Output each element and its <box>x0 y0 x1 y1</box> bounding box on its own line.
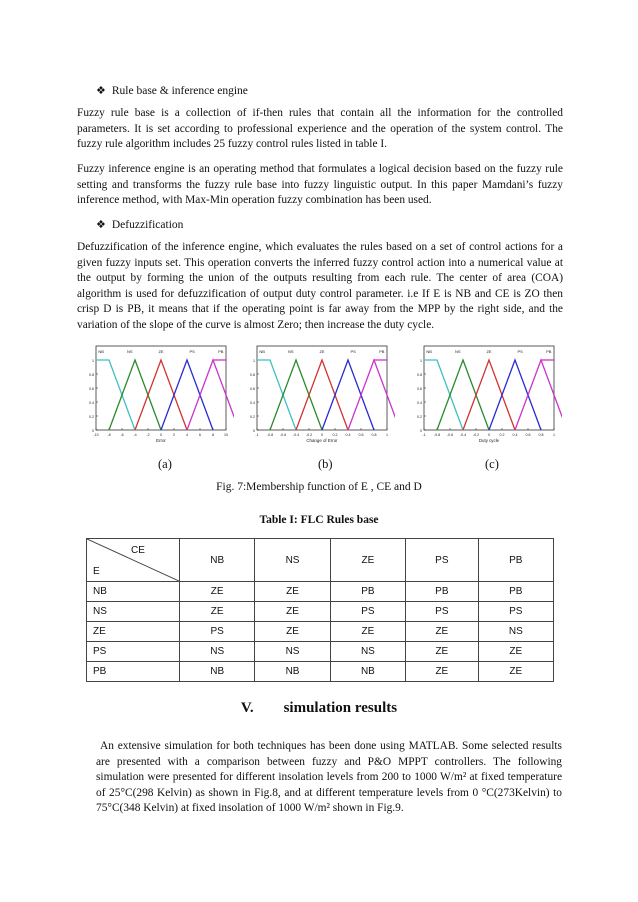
x-tick-label: 0.4 <box>345 433 351 437</box>
table-row <box>87 622 554 642</box>
table-cell: NB <box>255 662 330 682</box>
x-tick-label: 1 <box>553 433 555 437</box>
section-number: V. <box>240 700 254 716</box>
row-header: NS <box>87 602 180 622</box>
table-cell: ZE <box>478 642 553 662</box>
x-tick-label: 0.4 <box>512 433 518 437</box>
table-cell: NS <box>478 622 553 642</box>
membership-plot-change-of-error <box>245 340 395 448</box>
diamond-bullet-icon: ❖ <box>96 84 106 97</box>
table-cell: PS <box>478 602 553 622</box>
y-tick-label: 0.2 <box>89 415 94 419</box>
defuzzification-paragraph: Defuzzification of the inference engine, which evaluates the rules based on a set of control actions for a given fuzzy inputs set. This operation converts the inferred fuzzy control action into a numerical value at the output by forming the union of the outputs resulting from each rule. The center of area (COA) algorithm is used for defuzzification of output duty control parameter. i.e If E is NB and CE is ZO then crisp D is PB, it means that if the operating point is far away from the MPP by the right side, and the variation of the slope of the curve is almost Zero; then increase the duty cycle. <box>77 241 563 331</box>
inference-paragraph: Fuzzy inference engine is an operating method that formulates a logical decision based on the fuzzy rule setting and transforms the fuzzy rule base into fuzzy linguistic output. In this paper Mamdani’s fuzzy inference method, with Max-Min operation fuzzy combination has been used. <box>77 163 563 207</box>
mf-label: PS <box>350 349 356 354</box>
table-corner-cell <box>87 539 180 582</box>
table-row <box>87 662 554 682</box>
table-cell: PB <box>478 582 553 602</box>
x-tick-label: 2 <box>173 433 175 437</box>
mf-label: PS <box>189 349 195 354</box>
mf-label: ZE <box>319 349 325 354</box>
table-cell: ZE <box>255 602 330 622</box>
col-header: NB <box>180 539 255 582</box>
panel-label-a: (a) <box>158 457 172 471</box>
table-caption: Table I: FLC Rules base <box>259 514 379 526</box>
table-cell: NS <box>330 642 405 662</box>
x-tick-label: -0.8 <box>266 433 274 437</box>
x-tick-label: 0.8 <box>371 433 377 437</box>
x-tick-label: 8 <box>212 433 214 437</box>
y-tick-label: 0.6 <box>417 387 422 391</box>
x-tick-label: 0.8 <box>538 433 544 437</box>
x-axis-label: Error <box>156 438 166 443</box>
y-tick-label: 0.4 <box>250 401 255 405</box>
table-cell: ZE <box>406 622 479 642</box>
table-cell: ZE <box>478 662 553 682</box>
col-header: PS <box>406 539 479 582</box>
table-cell: ZE <box>255 582 330 602</box>
mf-label: ZE <box>486 349 492 354</box>
x-tick-label: 4 <box>186 433 188 437</box>
x-tick-label: -0.6 <box>279 433 287 437</box>
table-cell: NS <box>180 642 255 662</box>
figure-caption: Fig. 7:Membership function of E , CE and D <box>216 481 422 493</box>
table-cell: ZE <box>406 662 479 682</box>
x-tick-label: -0.4 <box>292 433 300 437</box>
x-tick-label: 0 <box>488 433 490 437</box>
x-tick-label: 6 <box>199 433 201 437</box>
corner-label-ce: CE <box>131 545 145 556</box>
x-tick-label: -1 <box>422 433 426 437</box>
y-tick-label: 0.8 <box>89 373 94 377</box>
y-tick-label: 0.6 <box>89 387 94 391</box>
x-tick-label: 10 <box>224 433 228 437</box>
mf-label: NB <box>98 349 104 354</box>
y-tick-label: 0.8 <box>417 373 422 377</box>
corner-label-e: E <box>93 566 100 577</box>
mf-label: NS <box>127 349 133 354</box>
table-cell: PS <box>406 602 479 622</box>
x-tick-label: -8 <box>107 433 111 437</box>
table-cell: PB <box>330 582 405 602</box>
mf-label: NS <box>288 349 294 354</box>
row-header: PS <box>87 642 180 662</box>
x-tick-label: 0.2 <box>332 433 338 437</box>
mf-label: PB <box>379 349 385 354</box>
x-tick-label: -0.4 <box>459 433 467 437</box>
x-tick-label: 0.6 <box>358 433 364 437</box>
col-header: ZE <box>330 539 405 582</box>
y-tick-label: 0.2 <box>417 415 422 419</box>
y-tick-label: 1 <box>253 359 255 363</box>
defuzzification-heading: ❖ Defuzzification <box>96 218 184 231</box>
x-axis-label: Change of Error <box>306 438 338 443</box>
table-cell: NB <box>330 662 405 682</box>
flc-rules-table <box>86 538 554 682</box>
table-cell: NS <box>255 642 330 662</box>
table-cell: ZE <box>255 622 330 642</box>
row-header: NB <box>87 582 180 602</box>
panel-label-b: (b) <box>318 457 333 471</box>
y-tick-label: 0.4 <box>417 401 422 405</box>
x-tick-label: 0 <box>321 433 323 437</box>
section-title: simulation results <box>283 700 398 716</box>
membership-plot-duty-cycle <box>412 340 562 448</box>
table-row <box>87 602 554 622</box>
x-tick-label: -0.6 <box>446 433 454 437</box>
mf-label: NB <box>426 349 432 354</box>
table-cell: ZE <box>406 642 479 662</box>
x-tick-label: 0.6 <box>525 433 531 437</box>
table-cell: PS <box>180 622 255 642</box>
y-tick-label: 1 <box>92 359 94 363</box>
x-tick-label: -2 <box>146 433 150 437</box>
panel-label-c: (c) <box>485 457 499 471</box>
x-axis-label: Duty cycle <box>478 438 500 443</box>
table-cell: PS <box>330 602 405 622</box>
table-cell: ZE <box>330 622 405 642</box>
col-header: NS <box>255 539 330 582</box>
mf-label: PB <box>218 349 224 354</box>
x-tick-label: -10 <box>93 433 99 437</box>
y-tick-label: 0.6 <box>250 387 255 391</box>
rule-base-paragraph: Fuzzy rule base is a collection of if-then rules that contain all the information for the controlled parameters. It is set according to professional experience and the operation of the system control. The fuzzy rule algorithm includes 25 fuzzy control rules listed in table I. <box>77 107 563 151</box>
x-tick-label: -6 <box>120 433 124 437</box>
simulation-paragraph: An extensive simulation for both techniques has been done using MATLAB. Some selected results are presented with a comparison between fuzzy and P&O MPPT controllers. The following simulation were presented for different insolation levels from 200 to 1000 W/m² at fixed temperature of 25°C(298 Kelvin) as shown in Fig.8, and at different temperature levels from 0 °C(273Kelvin) to 75°C(348 Kelvin) at fixed insolation of 1000 W/m² shown in Fig.9. <box>96 740 562 815</box>
mf-label: PB <box>546 349 552 354</box>
x-tick-label: 0 <box>160 433 162 437</box>
x-tick-label: -4 <box>133 433 137 437</box>
table-row <box>87 642 554 662</box>
table-row <box>87 582 554 602</box>
table-cell: NB <box>180 662 255 682</box>
x-tick-label: 0.2 <box>499 433 505 437</box>
x-tick-label: -0.2 <box>472 433 480 437</box>
mf-label: ZE <box>158 349 164 354</box>
section-heading <box>0 700 638 717</box>
diamond-bullet-icon: ❖ <box>96 218 106 231</box>
mf-label: PS <box>517 349 523 354</box>
row-header: PB <box>87 662 180 682</box>
table-cell: PB <box>406 582 479 602</box>
y-tick-label: 0 <box>420 429 422 433</box>
x-tick-label: 1 <box>386 433 388 437</box>
y-tick-label: 0 <box>92 429 94 433</box>
mf-label: NB <box>259 349 265 354</box>
y-tick-label: 0.2 <box>250 415 255 419</box>
y-tick-label: 0.4 <box>89 401 94 405</box>
rule-base-heading: ❖ Rule base & inference engine <box>96 84 248 97</box>
table-cell: ZE <box>180 582 255 602</box>
y-tick-label: 0 <box>253 429 255 433</box>
y-tick-label: 0.8 <box>250 373 255 377</box>
mf-label: NS <box>455 349 461 354</box>
membership-plot-error <box>84 340 234 448</box>
col-header: PB <box>478 539 553 582</box>
y-tick-label: 1 <box>420 359 422 363</box>
table-cell: ZE <box>180 602 255 622</box>
x-tick-label: -0.2 <box>305 433 313 437</box>
x-tick-label: -0.8 <box>433 433 441 437</box>
row-header: ZE <box>87 622 180 642</box>
x-tick-label: -1 <box>255 433 259 437</box>
